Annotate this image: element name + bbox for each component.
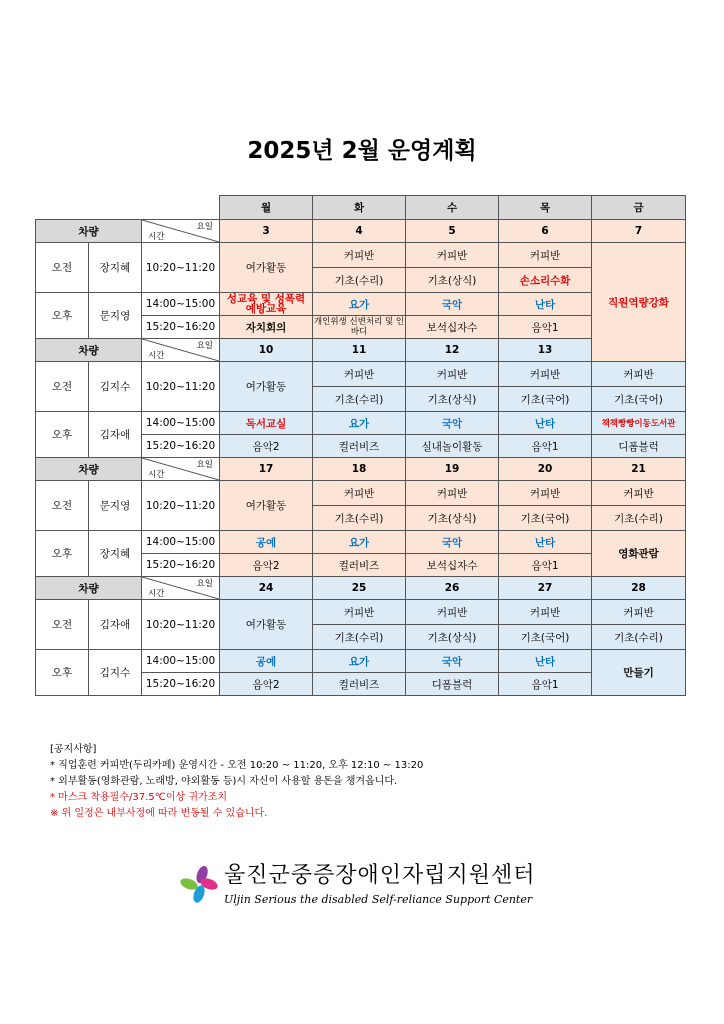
day-time-header: 요일 시간 — [142, 458, 220, 481]
day-time-header: 요일 시간 — [142, 339, 220, 362]
date-cell: 10 — [220, 339, 313, 362]
driver-pm: 김자애 — [89, 412, 142, 458]
notice-heading: [공지사항] — [50, 744, 97, 755]
date-cell: 20 — [499, 458, 592, 481]
time-morning: 10:20~11:20 — [142, 600, 220, 650]
period-pm: 오후 — [36, 293, 89, 339]
activity: 기초(상식) — [406, 625, 499, 650]
period-pm: 오후 — [36, 531, 89, 577]
activity: 음악2 — [220, 673, 313, 696]
org-name-korean: 울진군중증장애인자립지원센터 — [224, 863, 536, 888]
date-cell: 27 — [499, 577, 592, 600]
notice-section — [50, 742, 423, 822]
activity: 기초(수리) — [592, 625, 686, 650]
activity: 기초(수리) — [313, 387, 406, 412]
date-cell: 3 — [220, 220, 313, 243]
notice-line-warning: ※ 위 일정은 내부사정에 따라 변동될 수 있습니다. — [50, 808, 268, 819]
activity: 요가 — [313, 650, 406, 673]
activity: 개인위생 신변처리 및 인바디 — [313, 317, 405, 337]
activity: 난타 — [499, 412, 592, 435]
driver-am: 김자애 — [89, 600, 142, 650]
activity: 기초(국어) — [592, 387, 686, 412]
activity: 커피반 — [406, 481, 499, 506]
activity: 음악1 — [499, 673, 592, 696]
activity: 기초(수리) — [592, 506, 686, 531]
activity: 기초(국어) — [499, 387, 592, 412]
date-cell: 18 — [313, 458, 406, 481]
week-4-pm1-row — [36, 650, 686, 673]
activity: 실내놀이활동 — [406, 435, 499, 458]
date-cell: 11 — [313, 339, 406, 362]
time-pm1: 14:00~15:00 — [142, 293, 220, 316]
time-pm2: 15:20~16:20 — [142, 435, 220, 458]
activity: 컬러비즈 — [313, 673, 406, 696]
activity: 국악 — [406, 650, 499, 673]
org-flower-icon — [180, 864, 218, 904]
activity: 국악 — [406, 412, 499, 435]
activity: 커피반 — [592, 481, 686, 506]
activity: 음악1 — [499, 316, 592, 339]
time-pm1: 14:00~15:00 — [142, 412, 220, 435]
activity: 커피반 — [406, 243, 499, 268]
date-cell: 28 — [592, 577, 686, 600]
vehicle-header: 차량 — [36, 458, 142, 481]
activity: 커피반 — [406, 600, 499, 625]
activity: 기초(국어) — [499, 506, 592, 531]
date-cell: 5 — [406, 220, 499, 243]
period-am: 오전 — [36, 481, 89, 531]
notice-line: * 직업훈련 커피반(두리카페) 운영시간 - 오전 10:20 ~ 11:20, 오후 12:10 ~ 13:20 — [50, 760, 424, 771]
vehicle-header: 차량 — [36, 220, 142, 243]
activity: 난타 — [499, 650, 592, 673]
activity: 국악 — [406, 531, 499, 554]
date-cell: 19 — [406, 458, 499, 481]
time-morning: 10:20~11:20 — [142, 481, 220, 531]
week-3-pm1-row — [36, 531, 686, 554]
week-2-header — [36, 339, 686, 362]
activity: 기초(국어) — [499, 625, 592, 650]
notice-line: * 외부활동(영화관람, 노래방, 야외활동 등)시 자신이 사용할 용돈을 챙겨옵니다. — [50, 776, 398, 787]
week-1-header — [36, 220, 686, 243]
activity: 난타 — [499, 531, 592, 554]
day-time-header: 요일 시간 — [142, 220, 220, 243]
date-cell: 21 — [592, 458, 686, 481]
activity: 커피반 — [313, 481, 406, 506]
weekday-fri: 금 — [592, 196, 686, 220]
date-cell: 13 — [499, 339, 592, 362]
time-pm2: 15:20~16:20 — [142, 554, 220, 577]
activity: 보석십자수 — [406, 554, 499, 577]
activity: 기초(상식) — [406, 268, 499, 293]
time-pm2: 15:20~16:20 — [142, 316, 220, 339]
activity: 커피반 — [592, 600, 686, 625]
activity: 커피반 — [313, 600, 406, 625]
activity: 요가 — [313, 412, 406, 435]
vehicle-header: 차량 — [36, 577, 142, 600]
period-am: 오전 — [36, 243, 89, 293]
activity: 공예 — [220, 650, 313, 673]
activity: 공예 — [220, 531, 313, 554]
weekday-tue: 화 — [313, 196, 406, 220]
driver-am: 문지영 — [89, 481, 142, 531]
date-cell: 17 — [220, 458, 313, 481]
week-4-am-row-a — [36, 600, 686, 625]
activity-friday-pm: 만들기 — [592, 650, 686, 696]
day-time-header: 요일 시간 — [142, 577, 220, 600]
time-pm1: 14:00~15:00 — [142, 650, 220, 673]
period-am: 오전 — [36, 362, 89, 412]
activity: 독서교실 — [220, 412, 313, 435]
activity: 여가활동 — [220, 362, 313, 412]
week-2-am-row-a — [36, 362, 686, 387]
activity: 커피반 — [499, 243, 592, 268]
date-cell: 24 — [220, 577, 313, 600]
activity-friday-merged: 직원역량강화 — [592, 243, 686, 362]
period-pm: 오후 — [36, 412, 89, 458]
activity: 커피반 — [499, 362, 592, 387]
date-cell: 7 — [592, 220, 686, 243]
date-cell: 6 — [499, 220, 592, 243]
time-morning: 10:20~11:20 — [142, 243, 220, 293]
activity: 기초(상식) — [406, 387, 499, 412]
date-cell: 4 — [313, 220, 406, 243]
notice-line-warning: * 마스크 착용필수/37.5℃이상 귀가조치 — [50, 792, 227, 803]
driver-pm: 김지수 — [89, 650, 142, 696]
activity: 음악1 — [499, 554, 592, 577]
week-3-header — [36, 458, 686, 481]
activity: 커피반 — [406, 362, 499, 387]
activity: 기초(상식) — [406, 506, 499, 531]
driver-pm: 장지혜 — [89, 531, 142, 577]
activity: 국악 — [406, 293, 499, 316]
activity: 음악2 — [220, 435, 313, 458]
activity: 컬러비즈 — [313, 435, 406, 458]
activity: 커피반 — [313, 243, 406, 268]
activity: 기초(수리) — [313, 268, 406, 293]
time-morning: 10:20~11:20 — [142, 362, 220, 412]
activity: 여가활동 — [220, 243, 313, 293]
activity: 커피반 — [592, 362, 686, 387]
org-logo-block — [180, 858, 580, 918]
activity: 컬러비즈 — [313, 554, 406, 577]
activity: 음악1 — [499, 435, 592, 458]
time-pm1: 14:00~15:00 — [142, 531, 220, 554]
activity: 성교육 및 성폭력 예방교육 — [220, 293, 313, 316]
activity: 손소리수화 — [499, 268, 592, 293]
weekday-wed: 수 — [406, 196, 499, 220]
date-cell: 12 — [406, 339, 499, 362]
activity: 커피반 — [499, 481, 592, 506]
week-2-pm1-row — [36, 412, 686, 435]
activity: 난타 — [499, 293, 592, 316]
activity: 음악2 — [220, 554, 313, 577]
activity: 커피반 — [499, 600, 592, 625]
org-name-english: Uljin Serious the disabled Self-reliance Support Center — [224, 893, 533, 906]
date-cell: 25 — [313, 577, 406, 600]
schedule-table — [35, 195, 686, 696]
activity: 요가 — [313, 293, 406, 316]
activity: 여가활동 — [220, 600, 313, 650]
weekday-mon: 월 — [220, 196, 313, 220]
weekday-thu: 목 — [499, 196, 592, 220]
activity: 기초(수리) — [313, 625, 406, 650]
week-4-header — [36, 577, 686, 600]
activity: 자치회의 — [220, 316, 313, 339]
activity: 기초(수리) — [313, 506, 406, 531]
week-3-am-row-a — [36, 481, 686, 506]
driver-pm: 문지영 — [89, 293, 142, 339]
activity: 커피반 — [313, 362, 406, 387]
activity: 보석십자수 — [406, 316, 499, 339]
activity: 책책빵빵이동도서관 — [592, 412, 686, 435]
date-cell: 26 — [406, 577, 499, 600]
period-am: 오전 — [36, 600, 89, 650]
week-1-am-row-a — [36, 243, 686, 268]
weekday-header-row — [36, 196, 686, 220]
period-pm: 오후 — [36, 650, 89, 696]
activity: 요가 — [313, 531, 406, 554]
activity: 디폼블럭 — [592, 435, 686, 458]
time-pm2: 15:20~16:20 — [142, 673, 220, 696]
activity: 여가활동 — [220, 481, 313, 531]
driver-am: 김지수 — [89, 362, 142, 412]
week-1-pm1-row — [36, 293, 686, 316]
driver-am: 장지혜 — [89, 243, 142, 293]
vehicle-header: 차량 — [36, 339, 142, 362]
activity: 디폼블럭 — [406, 673, 499, 696]
page-title: 2025년 2월 운영계획 — [247, 138, 477, 164]
activity-friday-pm: 영화관람 — [592, 531, 686, 577]
